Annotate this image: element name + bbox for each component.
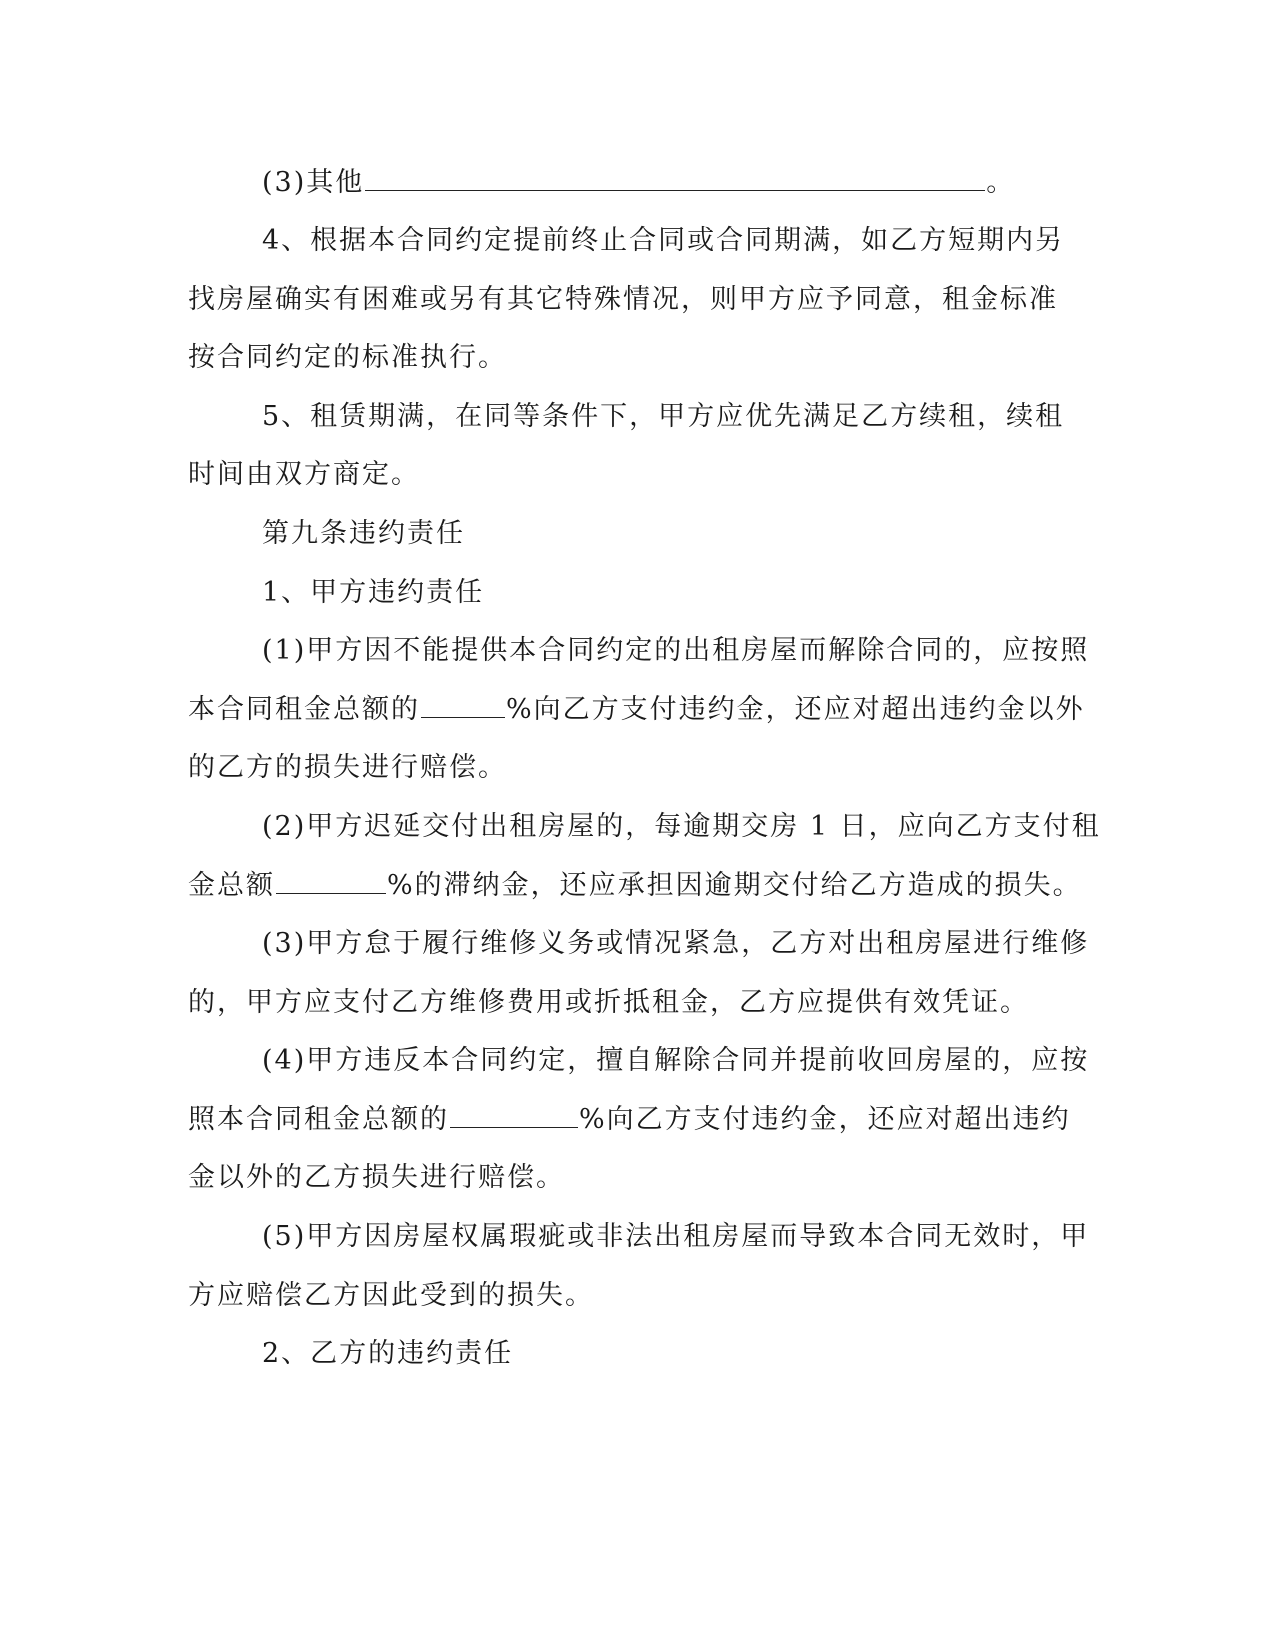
line-text: (5)甲方因房屋权属瑕疵或非法出租房屋而导致本合同无效时，甲 xyxy=(262,1221,1090,1252)
line-text: 的，甲方应支付乙方维修费用或折抵租金，乙方应提供有效凭证。 xyxy=(188,987,1029,1018)
line-text: 2、乙方的违约责任 xyxy=(262,1338,514,1369)
document-line xyxy=(188,1100,1071,1140)
line-text: 金总额 xyxy=(188,870,275,901)
document-line xyxy=(188,338,507,378)
line-text: 找房屋确实有困难或另有其它特殊情况，则甲方应予同意，租金标准 xyxy=(188,284,1058,315)
line-text: 。 xyxy=(986,167,1016,198)
fill-in-blank xyxy=(450,1103,578,1128)
document-line xyxy=(262,163,1015,203)
line-text: 第九条违约责任 xyxy=(262,518,465,549)
line-text: (2)甲方迟延交付出租房屋的，每逾期交房 1 日，应向乙方支付租 xyxy=(262,811,1101,842)
document-line xyxy=(188,748,507,788)
line-text: (4)甲方违反本合同约定，擅自解除合同并提前收回房屋的，应按 xyxy=(262,1045,1090,1076)
document-line xyxy=(262,514,465,554)
line-text: 本合同租金总额的 xyxy=(188,694,420,725)
document-line xyxy=(262,1217,1089,1257)
line-text: %的滞纳金，还应承担因逾期交付给乙方造成的损失。 xyxy=(387,870,1082,901)
document-line xyxy=(188,1276,594,1316)
document-line xyxy=(262,221,1064,261)
document-line xyxy=(188,866,1082,906)
line-text: 方应赔偿乙方因此受到的损失。 xyxy=(188,1280,594,1311)
document-line xyxy=(188,690,1085,730)
document-line xyxy=(262,397,1064,437)
line-text: 按合同约定的标准执行。 xyxy=(188,342,507,373)
line-text: (1)甲方因不能提供本合同约定的出租房屋而解除合同的，应按照 xyxy=(262,635,1090,666)
line-text: %向乙方支付违约金，还应对超出违约 xyxy=(579,1104,1071,1135)
document-line xyxy=(262,924,1089,964)
fill-in-blank xyxy=(365,166,985,191)
document-line xyxy=(262,1334,513,1374)
line-text: %向乙方支付违约金，还应对超出违约金以外 xyxy=(506,694,1085,725)
line-text: 4、根据本合同约定提前终止合同或合同期满，如乙方短期内另 xyxy=(262,225,1065,256)
fill-in-blank xyxy=(276,869,386,894)
line-text: 5、租赁期满，在同等条件下，甲方应优先满足乙方续租，续租 xyxy=(262,401,1065,432)
line-text: (3)其他 xyxy=(262,167,365,198)
line-text: 时间由双方商定。 xyxy=(188,459,420,490)
document-line xyxy=(262,573,484,613)
line-text: 的乙方的损失进行赔偿。 xyxy=(188,752,507,783)
line-text: (3)甲方怠于履行维修义务或情况紧急，乙方对出租房屋进行维修 xyxy=(262,928,1090,959)
line-text: 1、甲方违约责任 xyxy=(262,577,485,608)
document-line xyxy=(188,1158,565,1198)
line-text: 照本合同租金总额的 xyxy=(188,1104,449,1135)
fill-in-blank xyxy=(421,693,505,718)
document-line xyxy=(262,631,1089,671)
document-line xyxy=(188,455,420,495)
document-line xyxy=(262,1041,1089,1081)
document-line xyxy=(262,807,1101,847)
line-text: 金以外的乙方损失进行赔偿。 xyxy=(188,1162,565,1193)
document-line xyxy=(188,280,1058,320)
document-line xyxy=(188,983,1029,1023)
